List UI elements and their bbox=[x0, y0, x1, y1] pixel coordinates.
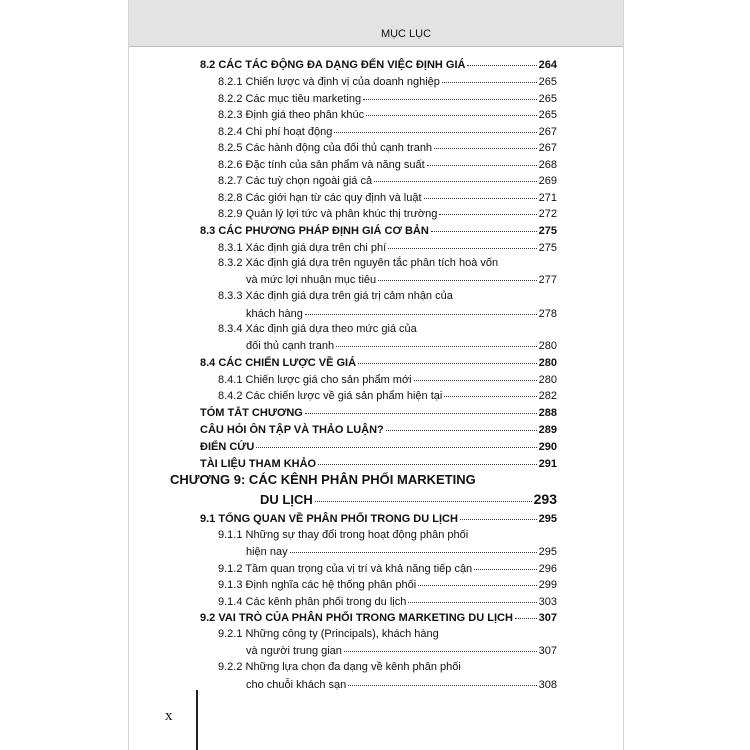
toc-entry-summary: TÓM TẮT CHƯƠNG 288 bbox=[200, 405, 557, 420]
toc-entry-8-3-2: và mức lợi nhuận mục tiêu 277 bbox=[246, 272, 557, 287]
toc-entry-8-2-2: 8.2.2 Các mục tiêu marketing 265 bbox=[218, 91, 557, 106]
toc-chapter-9: DU LỊCH 293 bbox=[260, 491, 557, 507]
header-divider bbox=[129, 46, 623, 47]
toc-entry-8-3-3-line1: 8.3.3 Xác định giá dựa trên giá trị cảm nhận của bbox=[218, 290, 453, 302]
toc-entry-9-1-3: 9.1.3 Định nghĩa các hệ thống phân phối 299 bbox=[218, 577, 557, 592]
toc-entry-8-3-4-line1: 8.3.4 Xác định giá dựa theo mức giá của bbox=[218, 323, 417, 335]
toc-entry-8-2-7: 8.2.7 Các tuỳ chọn ngoài giá cả 269 bbox=[218, 173, 557, 188]
toc-entry-8-2-3: 8.2.3 Định giá theo phân khúc 265 bbox=[218, 107, 557, 122]
toc-entry-8-2-4: 8.2.4 Chi phí hoạt động 267 bbox=[218, 124, 557, 139]
toc-entry-8-3-4: đối thủ cạnh tranh 280 bbox=[246, 338, 557, 353]
toc-entry-8-3: 8.3 CÁC PHƯƠNG PHÁP ĐỊNH GIÁ CƠ BẢN 275 bbox=[200, 223, 557, 238]
toc-entry-8-2-8: 8.2.8 Các giới hạn từ các quy định và luật 271 bbox=[218, 190, 557, 205]
toc-entry-9-2-1-line1: 9.2.1 Những công ty (Principals), khách hàng bbox=[218, 628, 439, 640]
toc-entry-8-2-5: 8.2.5 Các hành động của đối thủ cạnh tranh 267 bbox=[218, 140, 557, 155]
toc-entry-8-2-1: 8.2.1 Chiến lược và định vị của doanh nghiệp 265 bbox=[218, 74, 557, 89]
toc-entry-9-1-4: 9.1.4 Các kênh phân phối trong du lịch 303 bbox=[218, 594, 557, 609]
toc-entry-8-4-2: 8.4.2 Các chiến lược về giá sản phẩm hiện tại 282 bbox=[218, 388, 557, 403]
toc-entry-8-2-6: 8.2.6 Đặc tính của sản phẩm và năng suất 268 bbox=[218, 157, 557, 172]
toc-entry-8-3-2-line1: 8.3.2 Xác định giá dựa trên nguyên tắc phân tích hoà vốn bbox=[218, 257, 499, 269]
toc-entry-case: ĐIỂN CỨU 290 bbox=[200, 439, 557, 454]
toc-entry-8-3-1: 8.3.1 Xác định giá dựa trên chi phí 275 bbox=[218, 240, 557, 255]
toc-entry-8-3-3: khách hàng 278 bbox=[246, 306, 557, 321]
footer-rule bbox=[196, 690, 198, 750]
toc-entry-8-2-9: 8.2.9 Quản lý lợi tức và phân khúc thị trường 272 bbox=[218, 206, 557, 221]
toc-entry-9-2-2-line1: 9.2.2 Những lựa chọn đa dạng về kênh phân phối bbox=[218, 661, 461, 673]
toc-entry-9-1-1-line1: 9.1.1 Những sự thay đổi trong hoạt động phân phối bbox=[218, 529, 469, 541]
toc-entry-9-1: 9.1 TỔNG QUAN VỀ PHÂN PHỐI TRONG DU LỊCH 295 bbox=[200, 511, 557, 526]
page-title: MỤC LỤC bbox=[380, 28, 432, 40]
toc-chapter-9-line1: CHƯƠNG 9: CÁC KÊNH PHÂN PHỐI MARKETING bbox=[170, 472, 476, 487]
toc-entry-review: CÂU HỎI ÔN TẬP VÀ THẢO LUẬN? 289 bbox=[200, 422, 557, 437]
toc-entry-8-2: 8.2 CÁC TÁC ĐỘNG ĐA DẠNG ĐẾN VIỆC ĐỊNH GIÁ 264 bbox=[200, 57, 557, 72]
toc-entry-9-2: 9.2 VAI TRÒ CỦA PHÂN PHỐI TRONG MARKETING DU LỊCH 307 bbox=[200, 610, 557, 625]
toc-entry-8-4: 8.4 CÁC CHIẾN LƯỢC VỀ GIÁ 280 bbox=[200, 355, 557, 370]
toc-entry-9-2-1: và người trung gian 307 bbox=[246, 643, 557, 658]
page-numeral: x bbox=[165, 708, 173, 724]
toc-entry-9-1-1: hiện nay 295 bbox=[246, 544, 557, 559]
toc-entry-8-4-1: 8.4.1 Chiến lược giá cho sản phẩm mới 280 bbox=[218, 372, 557, 387]
toc-entry-9-1-2: 9.1.2 Tầm quan trọng của vị trí và khả năng tiếp cận 296 bbox=[218, 561, 557, 576]
toc-entry-refs: TÀI LIỆU THAM KHẢO 291 bbox=[200, 456, 557, 471]
toc-entry-9-2-2: cho chuỗi khách sạn 308 bbox=[246, 677, 557, 692]
